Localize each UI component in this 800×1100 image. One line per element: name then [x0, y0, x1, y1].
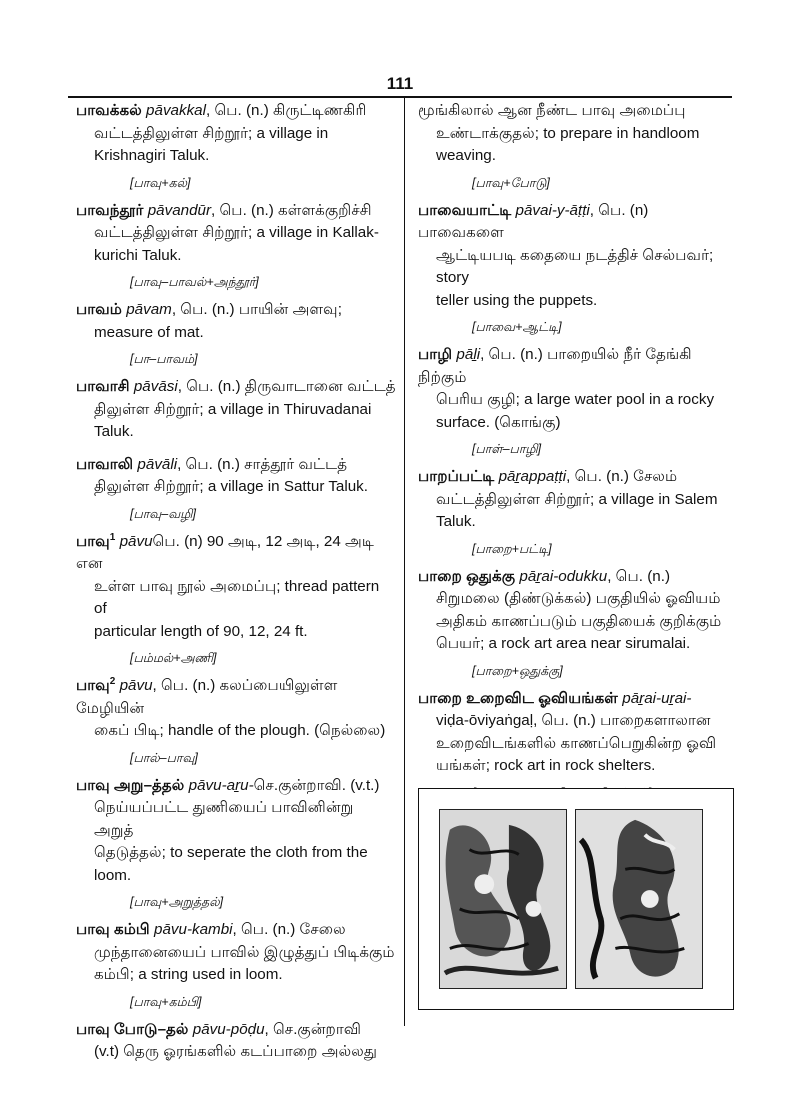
entry-headword: பாவாலி — [76, 455, 134, 473]
entry-superscript: 2 — [109, 675, 116, 687]
entry-definition-line: உள்ள பாவு நூல் அமைப்பு; thread pattern of — [94, 577, 380, 617]
entry-definition-line: kurichi Taluk. — [94, 246, 182, 264]
entry-definition-start: , பெ. (n) பாவைகளை — [418, 201, 649, 241]
entry-headword: பாறை உறைவிட ஓவியங்கள் — [418, 689, 619, 707]
entry-transliteration: pāvu — [119, 677, 153, 694]
entry-first-line — [76, 921, 346, 938]
entry-definition-start: , பெ. (n.) கள்ளக்குறிச்சி — [211, 201, 372, 219]
entry-headword: பாவையாட்டி — [418, 201, 512, 219]
entry-etymology: [பா–பாவம்] — [130, 352, 198, 366]
dictionary-entry — [76, 376, 396, 444]
entry-headword: பாவம் — [76, 301, 122, 318]
entry-definition-start: மூங்கிலால் ஆன நீண்ட பாவு அமைப்பு — [418, 102, 686, 119]
entry-etymology: [பம்மல்+அணி] — [130, 651, 217, 665]
entry-definition-line: அதிகம் காணப்படும் பகுதியைக் குறிக்கும் — [436, 612, 722, 630]
entry-first-line — [76, 677, 337, 717]
entry-first-line — [76, 202, 372, 219]
dictionary-entry — [76, 775, 396, 888]
entry-definition-line: திலுள்ள சிற்றூர்; a village in Sattur Taluk. — [94, 478, 368, 495]
dictionary-entry — [76, 454, 396, 499]
entry-definition-line: Krishnagiri Taluk. — [94, 147, 210, 164]
entry-definition-line: திலுள்ள சிற்றூர்; a village in Thiruvadanai — [94, 400, 372, 418]
entry-first-line — [76, 777, 379, 794]
entry-definition-start: , பெ. (n.) திருவாடானை வட்டத் — [177, 378, 396, 395]
entry-transliteration: pāvandūr — [147, 201, 212, 219]
entry-definition-start: , பெ. (n.) கிருட்டிணகிரி — [206, 102, 367, 119]
entry-transliteration: pāvāsi — [133, 378, 178, 395]
entry-transliteration: pāvakkal — [146, 102, 206, 119]
entry-etymology: [பாறை+பட்டி] — [472, 541, 552, 556]
entry-etymology: [பாவை+ஆட்டி] — [472, 320, 562, 334]
entry-first-line — [76, 102, 366, 119]
entry-definition-start: , பெ. (n.) சேலை — [232, 921, 346, 938]
entry-headword: பாவு கம்பி — [76, 921, 150, 938]
entry-etymology: [பாவு–பாவல்+அந்தூர்] — [130, 275, 259, 289]
dictionary-entry — [76, 100, 396, 168]
dictionary-entry — [76, 299, 396, 344]
entry-transliteration: pāṟai-uṟai- — [622, 689, 692, 707]
entry-definition-line: கம்பி; a string used in loom. — [94, 966, 283, 983]
entry-definition-line: surface. (கொங்கு) — [436, 413, 561, 431]
dictionary-entry — [418, 200, 736, 313]
dictionary-entry — [76, 200, 396, 268]
rock-art-panel-left — [439, 809, 567, 989]
entry-headword: பாவு — [76, 532, 110, 550]
entry-first-line — [418, 202, 648, 242]
entry-definition-line: கைப் பிடி; handle of the plough. (நெல்லை) — [94, 722, 386, 739]
entry-etymology: [பால்–பாவு] — [130, 750, 198, 765]
entry-definition-line: (v.t) தெரு ஓரங்களில் கடப்பாறை அல்லது — [94, 1043, 377, 1060]
column-divider — [404, 98, 405, 1026]
entry-first-line — [76, 456, 347, 473]
entry-superscript: 1 — [109, 531, 116, 543]
dictionary-entry — [76, 919, 396, 987]
entry-transliteration: pāvāli — [137, 455, 178, 473]
entry-definition-line: viḍa-ōviyaṅgaḷ, பெ. (n.) பாறைகளாலான — [436, 712, 711, 729]
entry-definition-start: , பெ. (n.) சேலம் — [566, 468, 678, 485]
entry-definition-line: Taluk. — [94, 423, 134, 440]
entry-headword: பாவு — [76, 677, 110, 694]
entry-headword: பாறப்பட்டி — [418, 468, 495, 485]
entry-transliteration: pāṟappaṭṭi — [498, 468, 567, 485]
entry-definition-start: , செ.குன்றாவி — [264, 1020, 362, 1038]
entry-first-line — [418, 690, 691, 707]
dictionary-entry — [418, 688, 736, 778]
entry-definition-line: வட்டத்திலுள்ள சிற்றூர்; a village in — [94, 124, 329, 142]
dictionary-entry — [76, 1019, 396, 1064]
entry-first-line — [418, 568, 670, 585]
entry-definition-line: முந்தானையைப் பாவில் இழுத்துப் பிடிக்கும் — [94, 943, 395, 961]
entry-definition-start: , பெ. (n.) கலப்பையிலுள்ள மேழியின் — [76, 677, 338, 717]
dictionary-entry — [418, 100, 736, 168]
entry-first-line — [76, 1021, 361, 1038]
entry-transliteration: pāvu-kambi — [154, 921, 233, 938]
entry-headword: பாவந்தூர் — [76, 201, 144, 219]
dictionary-entry — [418, 344, 736, 434]
right-column — [418, 100, 736, 810]
entry-first-line — [76, 301, 342, 318]
entry-definition-line: பெயர்; a rock art area near sirumalai. — [436, 635, 691, 652]
entry-definition-line: particular length of 90, 12, 24 ft. — [94, 622, 308, 640]
entry-first-line — [418, 468, 677, 485]
entry-etymology: [பாவு–வழி] — [130, 506, 196, 521]
entry-first-line — [76, 378, 396, 395]
entry-definition-line: weaving. — [436, 147, 496, 164]
entry-definition-start: , பெ. (n.) பாறையில் நீர் தேங்கி நிற்கும் — [418, 346, 692, 386]
entry-headword: பாவக்கல் — [76, 102, 142, 119]
entry-definition-start: பெ. (n) 90 அடி, 12 அடி, 24 அடி என — [76, 532, 374, 572]
entry-etymology: [பாவு+கல்] — [130, 175, 191, 190]
entry-etymology: [பாவு+அறுத்தல்] — [130, 895, 224, 909]
entry-definition-line: உண்டாக்குதல்; to prepare in handloom — [436, 124, 700, 142]
entry-transliteration: pāvai-y-āṭṭi — [515, 201, 590, 219]
entry-definition-line: Taluk. — [436, 513, 476, 530]
entry-transliteration: pāṟai-odukku — [519, 567, 608, 585]
entry-definition-line: teller using the puppets. — [436, 291, 598, 309]
entry-definition-start: செ.குன்றாவி. (v.t.) — [253, 776, 380, 794]
rock-art-figure — [418, 788, 734, 1010]
rock-art-panel-right — [575, 809, 703, 989]
entry-etymology: [பாள்–பாழி] — [472, 442, 542, 456]
entry-definition-line: loom. — [94, 866, 132, 884]
header-rule — [68, 96, 732, 98]
dictionary-entry — [76, 675, 396, 743]
entry-etymology: [பாவு+போடு] — [472, 175, 550, 190]
dictionary-entry — [418, 466, 736, 534]
entry-headword: பாறை ஒதுக்கு — [418, 567, 516, 585]
entry-transliteration: pāvu — [119, 532, 153, 550]
entry-first-line — [76, 533, 374, 573]
entry-first-line — [418, 346, 692, 386]
dictionary-entry — [418, 566, 736, 656]
entry-transliteration: pāḻi — [456, 346, 481, 363]
entry-definition-line: வட்டத்திலுள்ள சிற்றூர்; a village in Kallak- — [94, 224, 379, 241]
entry-definition-line: தெடுத்தல்; to seperate the cloth from the — [94, 844, 368, 861]
entry-definition-line: ஆட்டியபடி கதையை நடத்திச் செல்பவர்; story — [436, 246, 714, 286]
entry-definition-start: , பெ. (n.) — [607, 567, 671, 585]
entry-headword: பாவு போடு–தல் — [76, 1020, 189, 1038]
entry-definition-start: , பெ. (n.) சாத்தூர் வட்டத் — [177, 455, 348, 473]
entry-definition-line: உறைவிடங்களில் காணப்பெறுகின்ற ஓவி — [436, 734, 717, 752]
entry-definition-line: measure of mat. — [94, 323, 204, 341]
entry-transliteration: pāvu-aṟu- — [188, 776, 254, 794]
entry-definition-line: வட்டத்திலுள்ள சிற்றூர்; a village in Salem — [436, 490, 718, 508]
entry-definition-line: பெரிய குழி; a large water pool in a rocky — [436, 391, 715, 408]
page-number: 111 — [386, 74, 414, 93]
entry-headword: பாழி — [418, 346, 453, 363]
left-column — [76, 100, 396, 1074]
entry-definition-line: நெய்யப்பட்ட துணியைப் பாவினின்று அறுத் — [94, 799, 354, 839]
entry-etymology: [பாறை+ஒதுக்கு] — [472, 663, 563, 678]
entry-definition-start: , பெ. (n.) பாயின் அளவு; — [171, 301, 342, 318]
entry-spacer — [76, 444, 396, 454]
dictionary-entry — [76, 531, 396, 644]
entry-spacer — [76, 1064, 396, 1074]
entry-first-line — [418, 102, 686, 119]
entry-headword: பாவு அறு–த்தல் — [76, 776, 185, 794]
entry-transliteration: pāvam — [126, 301, 172, 318]
entry-headword: பாவாசி — [76, 378, 130, 395]
entry-etymology: [பாவு+கம்பி] — [130, 994, 202, 1009]
entry-definition-line: சிறுமலை (திண்டுக்கல்) பகுதியில் ஓவியம் — [436, 590, 721, 607]
entry-definition-line: யங்கள்; rock art in rock shelters. — [436, 757, 656, 774]
entry-transliteration: pāvu-pōḍu — [192, 1020, 265, 1038]
